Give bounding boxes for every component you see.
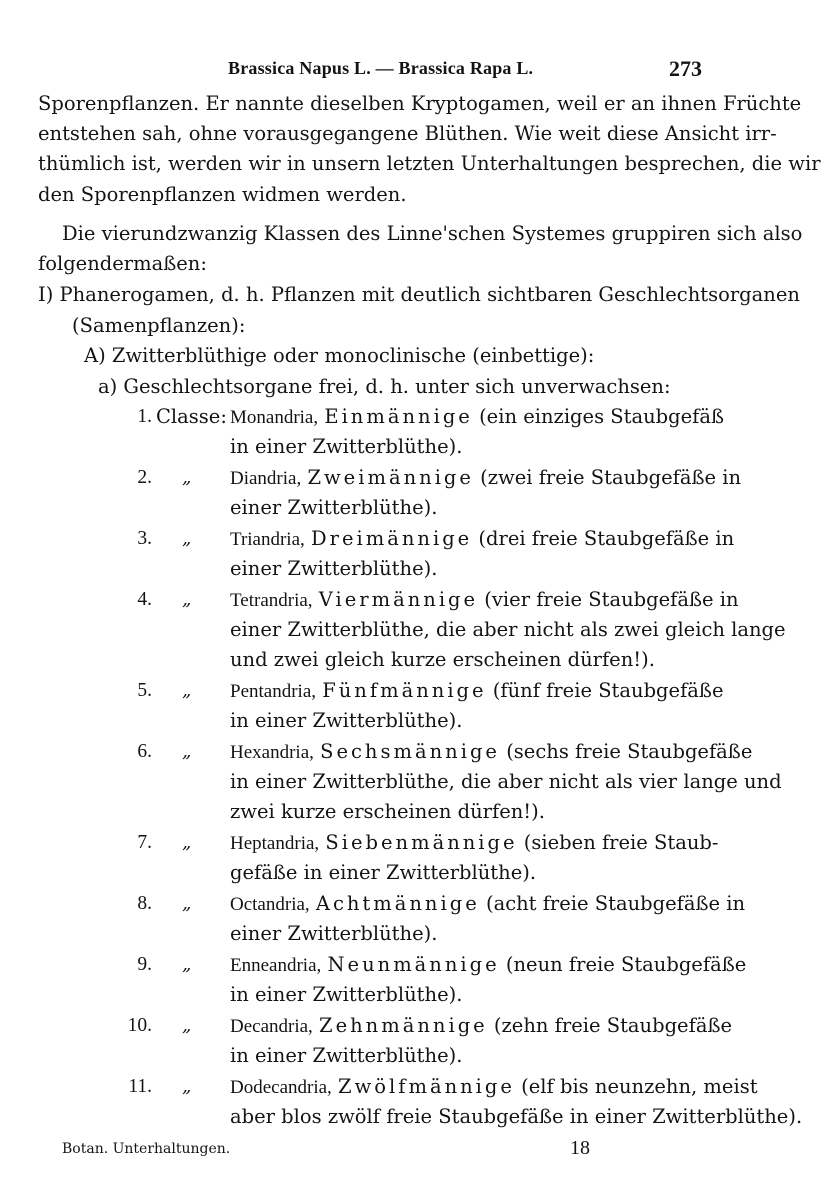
class-number: 5.: [137, 680, 152, 701]
german-name: Viermännige: [318, 588, 479, 611]
class-number: 9.: [137, 954, 152, 975]
text-line: folgendermaßen:: [38, 252, 207, 275]
text-line: den Sporenpflanzen widmen werden.: [38, 183, 407, 206]
class-continuation: und zwei gleich kurze erscheinen dürfen!).: [230, 648, 655, 671]
class-continuation: einer Zwitterblüthe, die aber nicht als zwei gleich lange: [230, 618, 786, 641]
class-number: 1.: [137, 406, 152, 427]
class-description: [230, 1011, 733, 1042]
section-heading-a: a) Geschlechtsorgane frei, d. h. unter sich unverwachsen:: [98, 375, 671, 398]
class-entry: [0, 737, 753, 767]
class-number: 10.: [127, 1015, 152, 1036]
class-description: [230, 889, 746, 920]
class-description: [230, 950, 747, 981]
latin-name: Hexandria,: [230, 742, 314, 763]
latin-name: Enneandria,: [230, 955, 322, 976]
latin-name: Diandria,: [230, 468, 302, 489]
class-description: [230, 463, 742, 494]
german-name: Siebenmännige: [325, 831, 518, 854]
running-title: Brassica Napus L. — Brassica Rapa L.: [228, 58, 534, 78]
running-head: [0, 56, 732, 86]
class-entry: [0, 463, 742, 493]
german-name: Achtmännige: [315, 892, 480, 915]
latin-name: Dodecandria,: [230, 1077, 332, 1098]
description-text: (neun freie Staubgefäße: [505, 953, 747, 976]
latin-name: Heptandria,: [230, 833, 320, 854]
text-line: Sporenpflanzen. Er nannte dieselben Kryptogamen, weil er an ihnen Früchte: [38, 92, 802, 115]
description-text: (zwei freie Staubgefäße in: [480, 466, 742, 489]
ditto-mark: „: [182, 741, 192, 762]
class-entry: [0, 402, 732, 432]
latin-name: Octandria,: [230, 894, 310, 915]
class-continuation: gefäße in einer Zwitterblüthe).: [230, 861, 537, 884]
german-name: Zehnmännige: [319, 1014, 488, 1037]
class-number: 3.: [137, 528, 152, 549]
text-line: Die vierundzwanzig Klassen des Linne'schen Systemes gruppiren sich also: [62, 222, 803, 245]
description-text: (sieben freie Staub-: [523, 831, 719, 854]
footer-title: Botan. Unterhaltungen.: [62, 1141, 231, 1157]
german-name: Einmännige: [324, 405, 473, 428]
class-description: [230, 737, 753, 768]
class-label: Classe:: [156, 405, 227, 428]
ditto-mark: „: [182, 680, 192, 701]
class-number: 11.: [128, 1076, 152, 1097]
latin-name: Monandria,: [230, 407, 319, 428]
class-entry: [0, 524, 735, 554]
ditto-mark: „: [182, 954, 192, 975]
class-continuation: einer Zwitterblüthe).: [230, 557, 438, 580]
ditto-mark: „: [182, 1015, 192, 1036]
description-text: (elf bis neunzehn, meist: [521, 1075, 758, 1098]
german-name: Neunmännige: [327, 953, 500, 976]
ditto-mark: „: [182, 589, 192, 610]
class-entry: [0, 889, 746, 919]
class-description: [230, 402, 725, 433]
class-entry: [0, 1072, 758, 1102]
class-entry: [0, 676, 732, 706]
ditto-mark: „: [182, 893, 192, 914]
class-number: 4.: [137, 589, 152, 610]
class-number: 2.: [137, 467, 152, 488]
ditto-mark: „: [182, 1076, 192, 1097]
german-name: Zweimännige: [307, 466, 474, 489]
class-continuation: in einer Zwitterblüthe).: [230, 435, 463, 458]
class-entry: [0, 1011, 732, 1041]
text-line: (Samenpflanzen):: [72, 314, 246, 337]
latin-name: Decandria,: [230, 1016, 313, 1037]
class-number: 6.: [137, 741, 152, 762]
class-description: [230, 524, 735, 555]
description-text: (fünf freie Staubgefäße: [492, 679, 724, 702]
german-name: Dreimännige: [310, 527, 473, 550]
text-line: entstehen sah, ohne vorausgegangene Blüthen. Wie weit diese Ansicht irr-: [38, 122, 777, 145]
class-number: 8.: [137, 893, 152, 914]
class-continuation: in einer Zwitterblüthe).: [230, 709, 463, 732]
section-heading-I: I) Phanerogamen, d. h. Pflanzen mit deutlich sichtbaren Geschlechtsorganen: [38, 283, 800, 306]
description-text: (zehn freie Staubgefäße: [493, 1014, 733, 1037]
class-continuation: aber blos zwölf freie Staubgefäße in einer Zwitterblüthe).: [230, 1105, 803, 1128]
class-entry: [0, 585, 739, 615]
section-heading-A: A) Zwitterblüthige oder monoclinische (einbettige):: [84, 344, 595, 367]
description-text: (vier freie Staubgefäße in: [484, 588, 739, 611]
class-continuation: in einer Zwitterblüthe).: [230, 1044, 463, 1067]
class-continuation: in einer Zwitterblüthe, die aber nicht als vier lange und: [230, 770, 782, 793]
class-description: [230, 828, 719, 859]
german-name: Zwölfmännige: [338, 1075, 515, 1098]
german-name: Sechsmännige: [320, 740, 500, 763]
class-number: 7.: [137, 832, 152, 853]
page-number: 273: [669, 56, 702, 81]
class-entry: [0, 950, 747, 980]
signature-mark: 18: [570, 1137, 590, 1159]
class-continuation: in einer Zwitterblüthe).: [230, 983, 463, 1006]
ditto-mark: „: [182, 528, 192, 549]
class-description: [230, 585, 739, 616]
description-text: (sechs freie Staubgefäße: [506, 740, 753, 763]
description-text: (acht freie Staubgefäße in: [485, 892, 746, 915]
class-continuation: einer Zwitterblüthe).: [230, 496, 438, 519]
class-continuation: einer Zwitterblüthe).: [230, 922, 438, 945]
class-description: [230, 676, 724, 707]
ditto-mark: „: [182, 832, 192, 853]
latin-name: Tetrandria,: [230, 590, 313, 611]
page-footer: [0, 1137, 732, 1167]
class-continuation: zwei kurze erscheinen dürfen!).: [230, 800, 545, 823]
latin-name: Triandria,: [230, 529, 305, 550]
description-text: (ein einziges Staubgefäß: [479, 405, 725, 428]
class-description: [230, 1072, 758, 1103]
text-line: thümlich ist, werden wir in unsern letzten Unterhaltungen besprechen, die wir: [38, 152, 821, 175]
german-name: Fünfmännige: [322, 679, 487, 702]
ditto-mark: „: [182, 467, 192, 488]
class-entry: [0, 828, 732, 858]
latin-name: Pentandria,: [230, 681, 317, 702]
description-text: (drei freie Staubgefäße in: [478, 527, 735, 550]
